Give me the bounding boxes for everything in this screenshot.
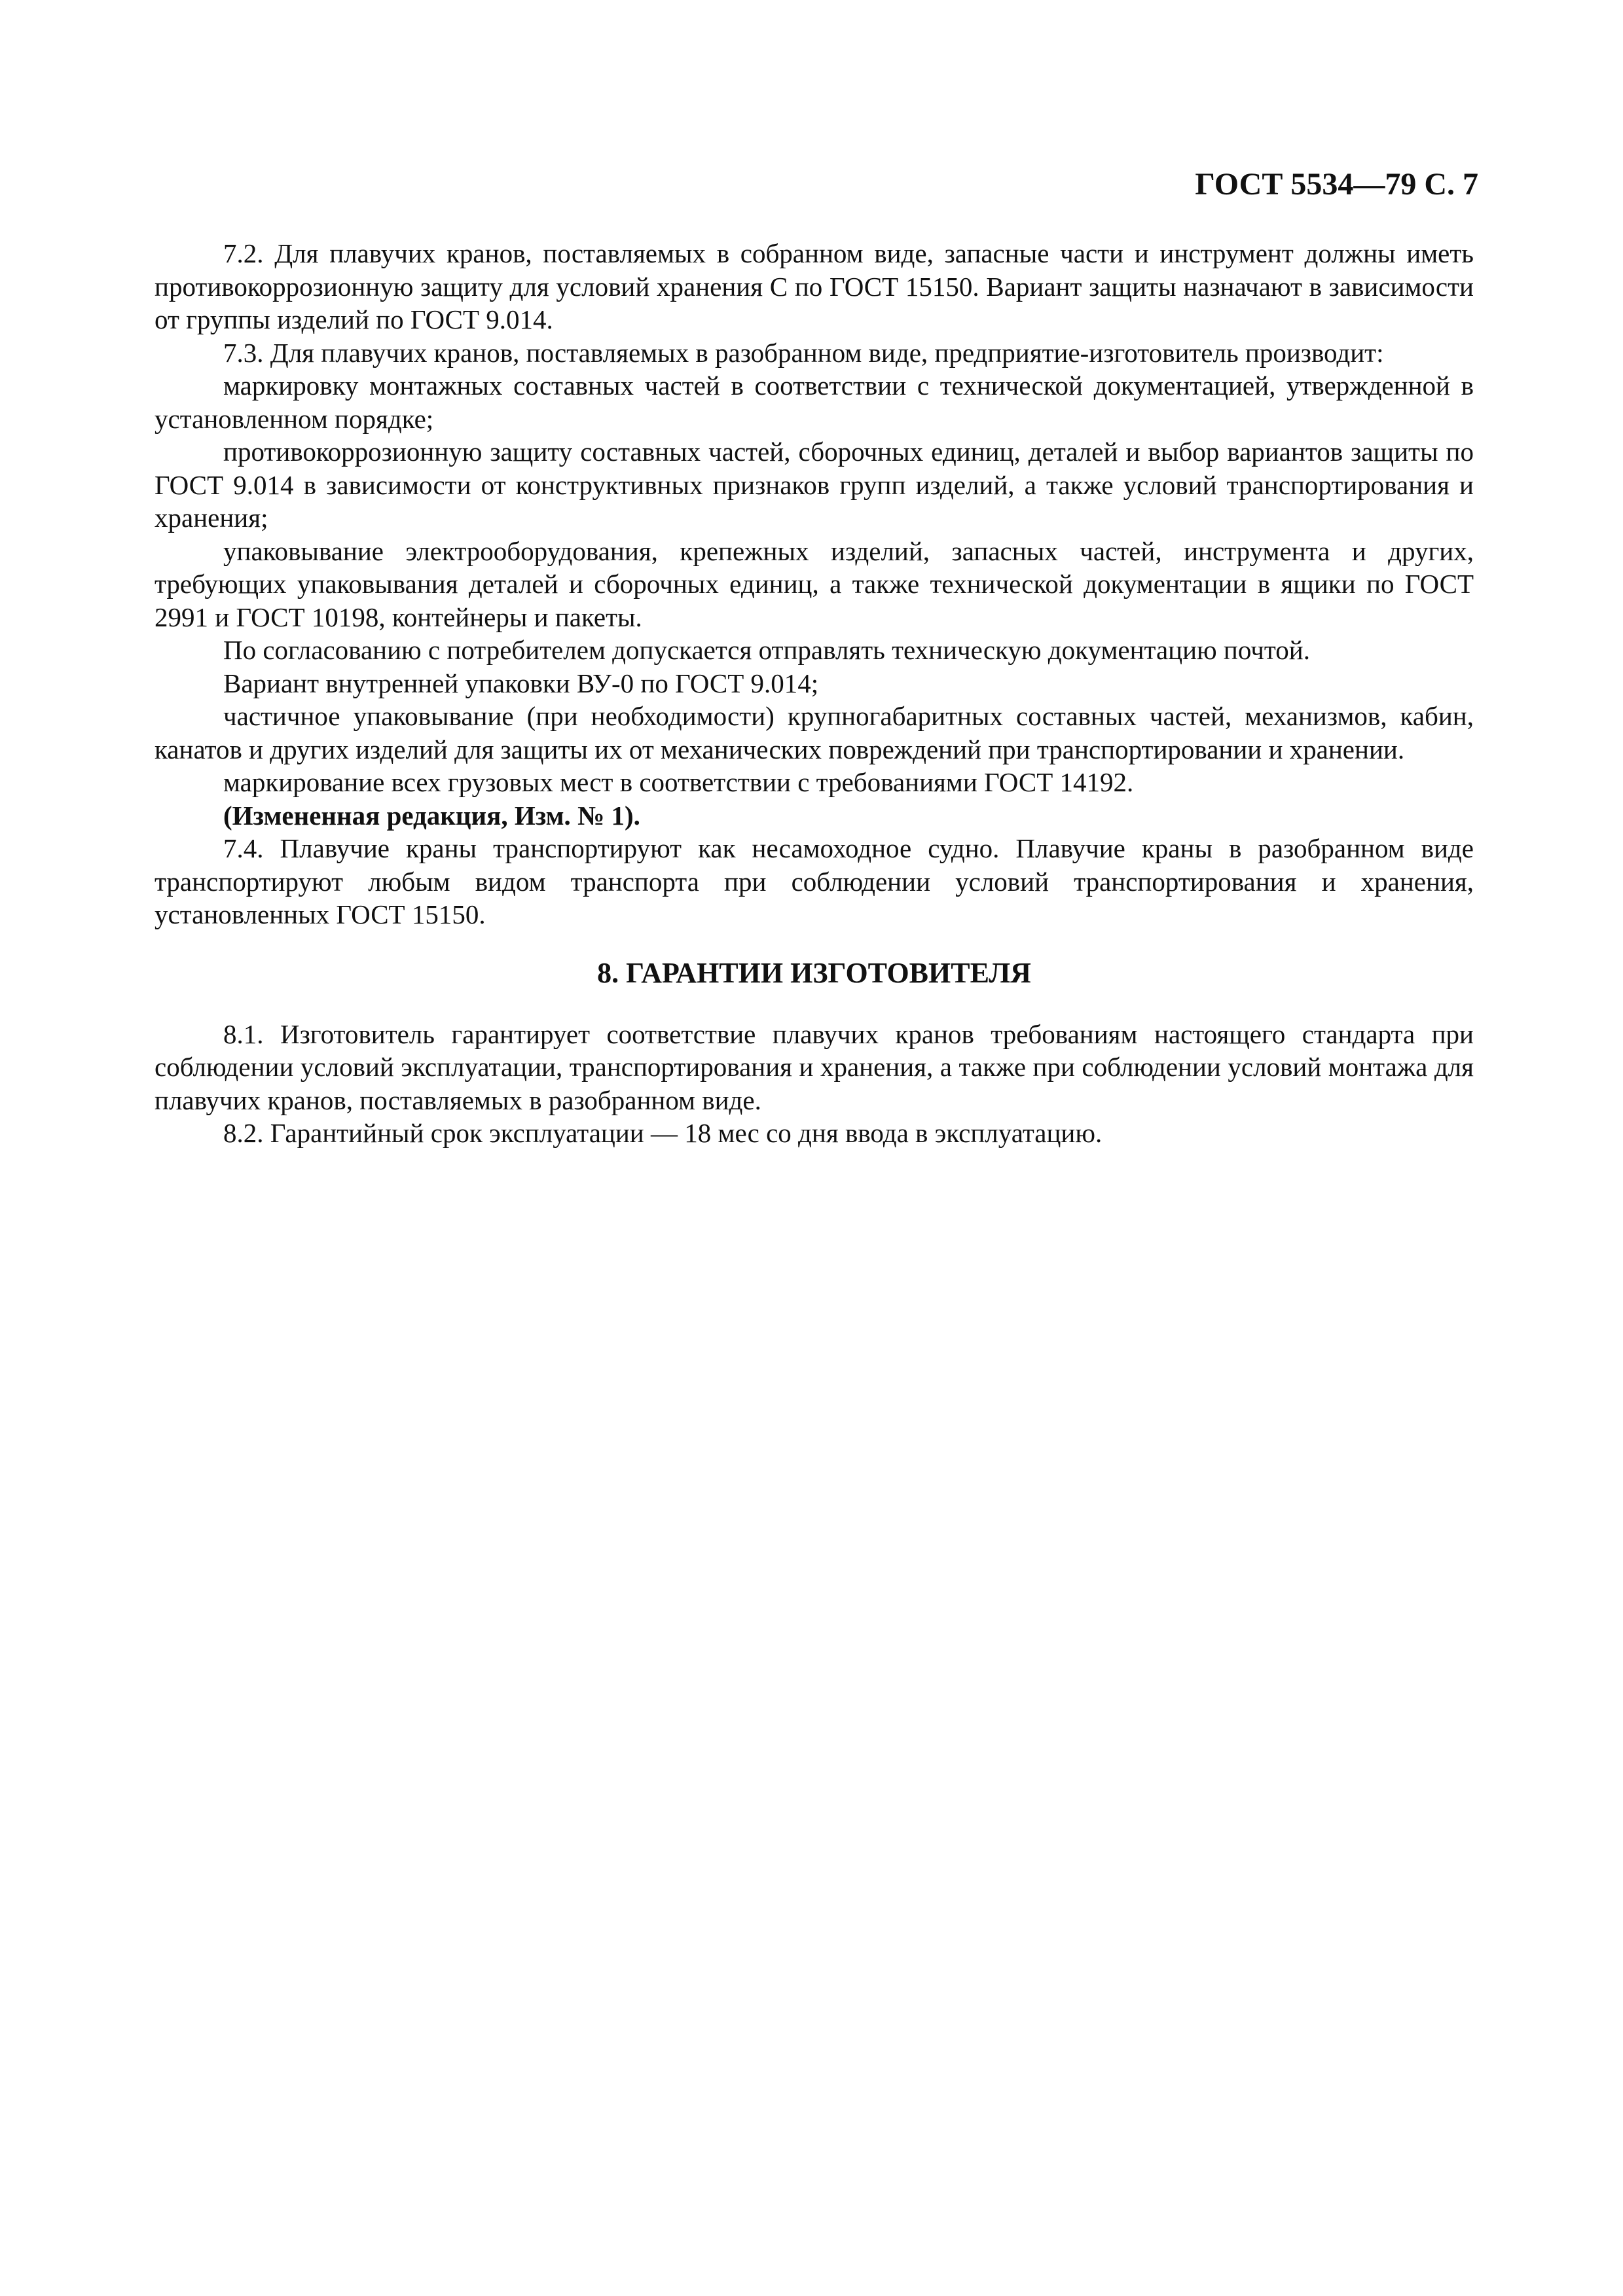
paragraph-7-2: 7.2. Для плавучих кранов, поставляемых в собранном виде, запасные части и инструмент должны иметь противокоррозионную защиту для условий хранения С по ГОСТ 15150. Вариант защиты назначают в зависимости от группы изделий по ГОСТ 9.014. (155, 238, 1474, 334)
list-item-packing: упаковывание электрооборудования, крепежных изделий, запасных частей, инструмента и других, требующих упаковывания деталей и сборочных единиц, а также технической документации в ящики по ГОСТ 2991 и ГОСТ 10198, контейнеры и пакеты. (155, 535, 1474, 632)
paragraph-7-3: 7.3. Для плавучих кранов, поставляемых в разобранном виде, предприятие-изготовитель производит: (223, 337, 1384, 368)
amendment-note: (Измененная редакция, Изм. № 1). (223, 800, 640, 831)
list-item-cargo-marking: маркирование всех грузовых мест в соответствии с требованиями ГОСТ 14192. (223, 767, 1134, 797)
paragraph-inner-packing-variant: Вариант внутренней упаковки ВУ-0 по ГОСТ 9.014; (223, 668, 819, 698)
list-item-corrosion-protection: противокоррозионную защиту составных частей, сборочных единиц, деталей и выбор вариантов защиты по ГОСТ 9.014 в зависимости от конструктивных признаков групп изделий, а также условий транспортирования и хранения; (155, 437, 1474, 533)
list-item-partial-packing: частичное упаковывание (при необходимости) крупногабаритных составных частей, механизмов, кабин, канатов и других изделий для защиты их от механических повреждений при транспортировании и хранении. (155, 701, 1474, 764)
list-item-marking: маркировку монтажных составных частей в соответствии с технической документацией, утвержденной в установленном порядке; (155, 370, 1474, 434)
section-8-title: 8. ГАРАНТИИ ИЗГОТОВИТЕЛЯ (597, 956, 1031, 989)
document-body (155, 237, 1474, 1150)
paragraph-8-2: 8.2. Гарантийный срок эксплуатации — 18 мес со дня ввода в эксплуатацию. (223, 1118, 1103, 1148)
paragraph-7-4: 7.4. Плавучие краны транспортируют как несамоходное судно. Плавучие краны в разобранном виде транспортируют любым видом транспорта при соблюдении условий транспортирования и хранения, установленных ГОСТ 15150. (155, 833, 1474, 929)
paragraph-8-1: 8.1. Изготовитель гарантирует соответствие плавучих кранов требованиям настоящего стандарта при соблюдении условий эксплуатации, транспортирования и хранения, а также при соблюдении условий монтажа для плавучих кранов, поставляемых в разобранном виде. (155, 1018, 1474, 1115)
section-8 (155, 1018, 1474, 1150)
paragraph-documentation-by-mail: По согласованию с потребителем допускается отправлять техническую документацию почтой. (223, 635, 1310, 665)
section-7-continued (155, 237, 1474, 931)
running-head: ГОСТ 5534—79 С. 7 (1195, 167, 1478, 202)
